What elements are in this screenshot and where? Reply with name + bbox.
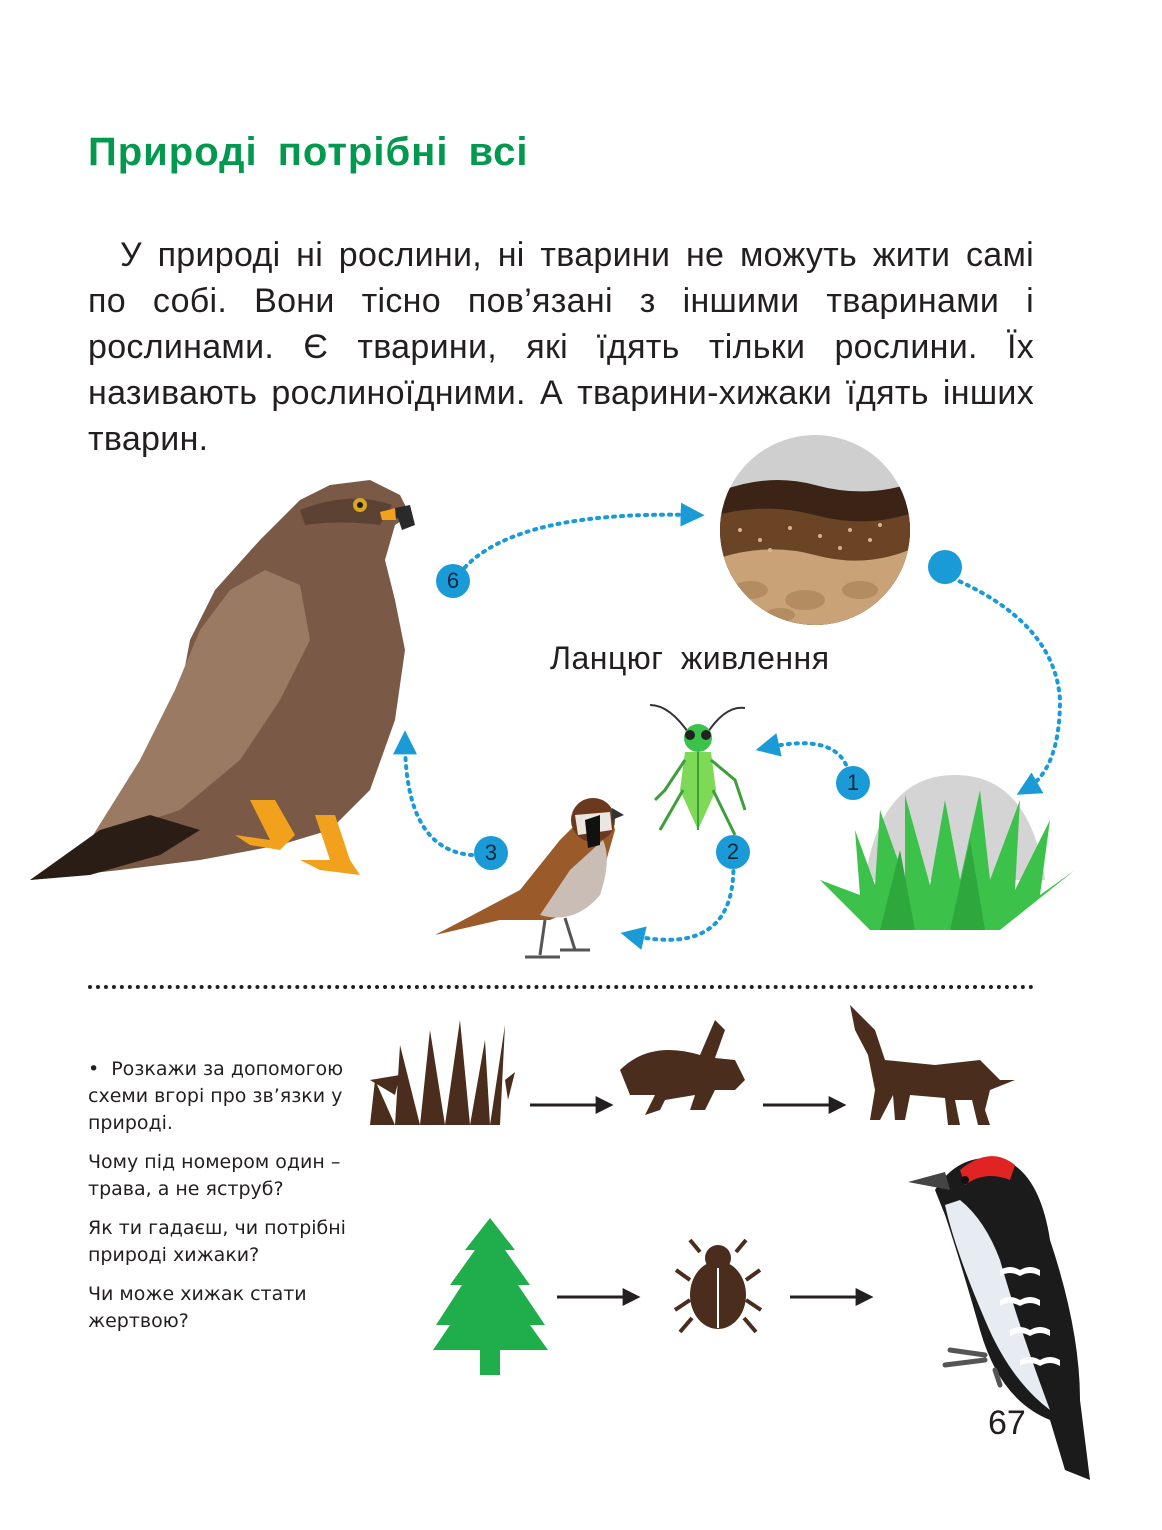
question-4: Чи може хижак стати жертвою? [88,1283,307,1332]
page-number: 67 [988,1404,1026,1442]
step-badge-2: 2 [716,835,750,869]
fir-tree-icon [433,1218,548,1375]
question-1-text: Розкажи за допомогою схеми вгорі про зв’язки у природі. [88,1058,344,1134]
food-chain-title: Ланцюг живлення [550,640,830,676]
wolf-icon [850,1005,1015,1125]
page-title: Природі потрібні всі [88,130,529,174]
step-badge-4: 6 [436,564,470,598]
question-2: Чому під номером один – трава, а не яструб? [88,1151,341,1200]
intro-paragraph: У природі ні рослини, ні тварини не можуть жити самі по собі. Вони тісно пов’язані з іншими тваринами і рослинами. Є тварини, які їдять тільки рослини. Їх називають рослиноїдними. А тварини-хижаки їдять інших тварин. [88,236,1034,458]
questions-block [88,1056,378,1347]
question-1 [88,1056,378,1137]
hare-icon [620,1020,745,1115]
grass-icon [370,1020,515,1125]
step-badge-3: 3 [474,836,508,870]
bullet: • [88,1058,100,1080]
question-3: Як ти гадаєш, чи потрібні природі хижаки? [88,1217,346,1266]
step-badge-1: 1 [836,766,870,800]
beetle-icon [675,1240,761,1332]
